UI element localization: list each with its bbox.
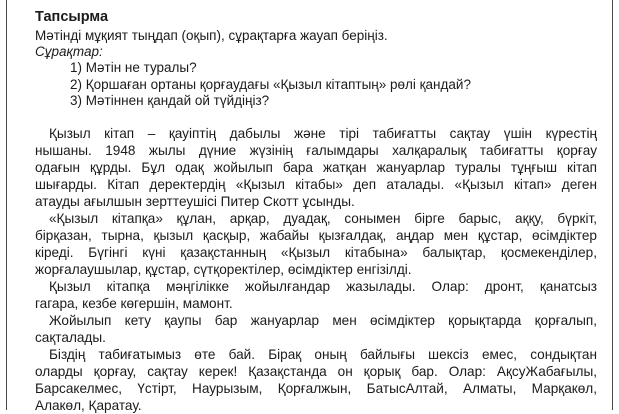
text-line: Алакөл, Қаратау. — [35, 398, 142, 413]
text-line: нышаны. 1948 жылы дүние жүзінің ғалымдары халқаралық табиғатты қорғау — [35, 143, 597, 158]
text-line: Жойылып кету қаупы бар жануарлар мен өсімдіктер қорықтарда қорғалып, — [49, 313, 597, 328]
text-line: сақталады. — [35, 330, 106, 345]
text-line: гагара, кезбе көгершін, мамонт. — [35, 296, 233, 311]
text-line: Барсакелмес, Үстірт, Наурызым, Қорғалжын, БатысАлтай, Алматы, Марқакөл, — [35, 381, 597, 396]
text-line: Қызыл кітап – қауіптің дабылы және тірі табиғатты сақтау үшін күрестің — [49, 126, 597, 141]
reading-text — [35, 125, 597, 414]
question-item: 1) Мәтін не туралы? — [70, 60, 197, 75]
text-line: шығарды. Кітап деректердің «Қызыл кітабы» деп аталады. «Қызыл кітап» деген — [35, 177, 597, 192]
text-line: «Қызыл кітапқа» құлан, арқар, дуадақ, сонымен бірге барыс, аққу, бүркіт, — [49, 211, 597, 226]
questions-label: Сұрақтар: — [35, 44, 103, 59]
text-line: оларды қорғау, сақтау керек! Қазақстанда он қорық бар. Олар: АқсуЖабағылы, — [35, 364, 597, 379]
questions-list — [70, 60, 471, 110]
task-title: Тапсырма — [35, 9, 109, 25]
task-instruction: Мәтінді мұқият тыңдап (оқып), сұрақтарға жауап беріңіз. — [35, 28, 388, 43]
question-item: 2) Қоршаған ортаны қорғаудағы «Қызыл кітаптың» рөлі қандай? — [70, 76, 471, 92]
text-line: кіреді. Бүгінгі күні қазақстанның «Қызыл кітабына» балықтар, қосмекенділер, — [35, 245, 597, 260]
question-item: 3) Мәтіннен қандай ой түйдіңіз? — [70, 93, 270, 108]
text-line: Қызыл кітапқа мәңгілікке жойылғандар жазылады. Олар: дронт, қанатсыз — [49, 279, 597, 294]
text-line: атауды ағылшын зерттеушісі Питер Скотт ұсынды. — [35, 194, 355, 209]
text-line: бірқазан, тырна, қызыл қасқыр, жабайы қызғалдақ, аңдар мен құстар, өсімдіктер — [35, 228, 597, 243]
text-line: одағын құрды. Бұл одақ жойылып бара жатқан жануарлар туралы тұңғыш кітап — [35, 160, 597, 175]
frame-right-border — [612, 0, 613, 410]
frame-left-border — [6, 0, 7, 410]
text-line: Біздің табиғатымыз өте бай. Бірақ оның байлығы шексіз емес, сондықтан — [49, 347, 597, 362]
text-line: жорғалаушылар, құстар, сүтқоректілер, өсімдіктер енгізілді. — [35, 262, 412, 277]
